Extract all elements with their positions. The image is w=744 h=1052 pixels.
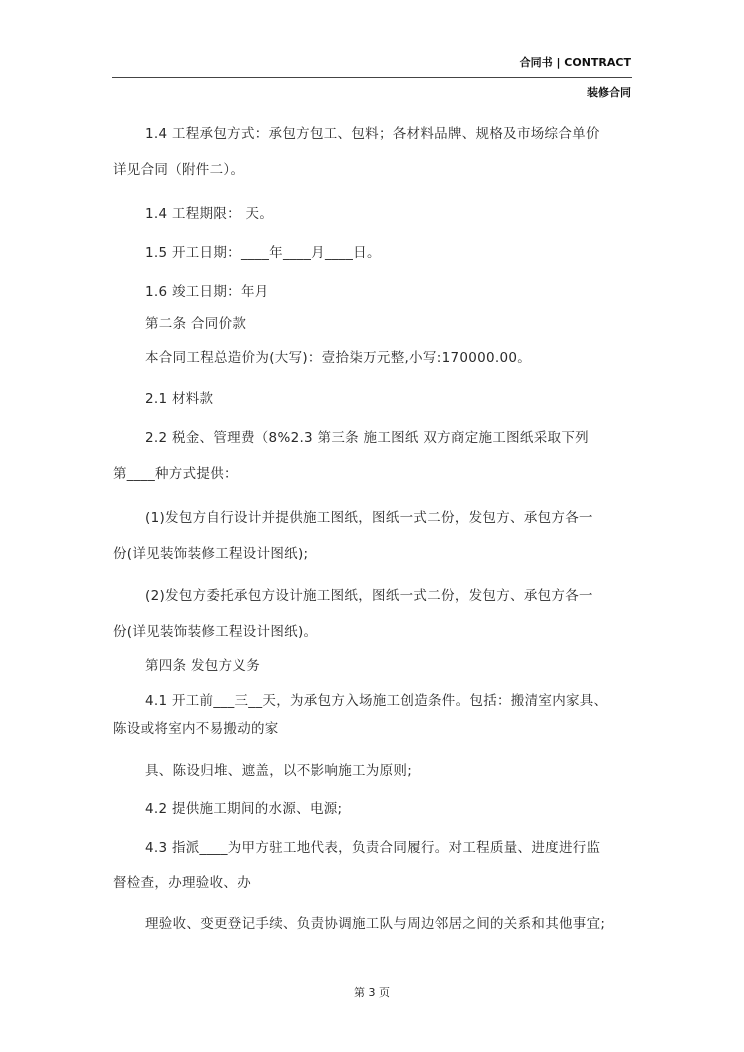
text-line: 份(详见装饰装修工程设计图纸)。 bbox=[113, 624, 318, 640]
text-line: 详见合同（附件二）。 bbox=[113, 162, 245, 178]
text-line: 4.1 开工前___三__天，为承包方入场施工创造条件。包括：搬清室内家具、 bbox=[145, 693, 608, 709]
text-line: 1.6 竣工日期：年月 bbox=[145, 284, 269, 300]
text-line: 2.2 税金、管理费（8%2.3 第三条 施工图纸 双方商定施工图纸采取下列 bbox=[145, 430, 589, 446]
text-line: 理验收、变更登记手续、负责协调施工队与周边邻居之间的关系和其他事宜; bbox=[145, 916, 606, 932]
section-heading: 第四条 发包方义务 bbox=[145, 658, 260, 674]
text-line: (2)发包方委托承包方设计施工图纸，图纸一式二份，发包方、承包方各一 bbox=[145, 588, 593, 604]
text-line: 2.1 材料款 bbox=[145, 391, 214, 407]
text-line: 1.5 开工日期：____年____月____日。 bbox=[145, 245, 381, 261]
text-line: 4.3 指派____为甲方驻工地代表，负责合同履行。对工程质量、进度进行监 bbox=[145, 840, 601, 856]
text-line: 陈设或将室内不易搬动的家 bbox=[113, 721, 279, 737]
text-line: 第____种方式提供： bbox=[113, 466, 238, 482]
header-subtitle: 装修合同 bbox=[587, 86, 631, 99]
text-line: 1.4 工程期限： 天。 bbox=[145, 206, 274, 222]
text-line: 具、陈设归堆、遮盖，以不影响施工为原则; bbox=[145, 763, 413, 779]
text-line: 督检查，办理验收、办 bbox=[113, 875, 251, 891]
text-line: 本合同工程总造价为(大写)：壹拾柒万元整,小写:170000.00。 bbox=[145, 350, 532, 366]
text-line: 1.4 工程承包方式：承包方包工、包料；各材料品牌、规格及市场综合单价 bbox=[145, 126, 600, 142]
text-line: 份(详见装饰装修工程设计图纸); bbox=[113, 546, 309, 562]
header-title: 合同书 | CONTRACT bbox=[519, 56, 631, 69]
text-line: (1)发包方自行设计并提供施工图纸，图纸一式二份，发包方、承包方各一 bbox=[145, 510, 593, 526]
text-line: 4.2 提供施工期间的水源、电源; bbox=[145, 801, 343, 817]
page-number: 第 3 页 bbox=[354, 986, 390, 999]
header-divider bbox=[112, 77, 632, 78]
section-heading: 第二条 合同价款 bbox=[145, 316, 247, 332]
